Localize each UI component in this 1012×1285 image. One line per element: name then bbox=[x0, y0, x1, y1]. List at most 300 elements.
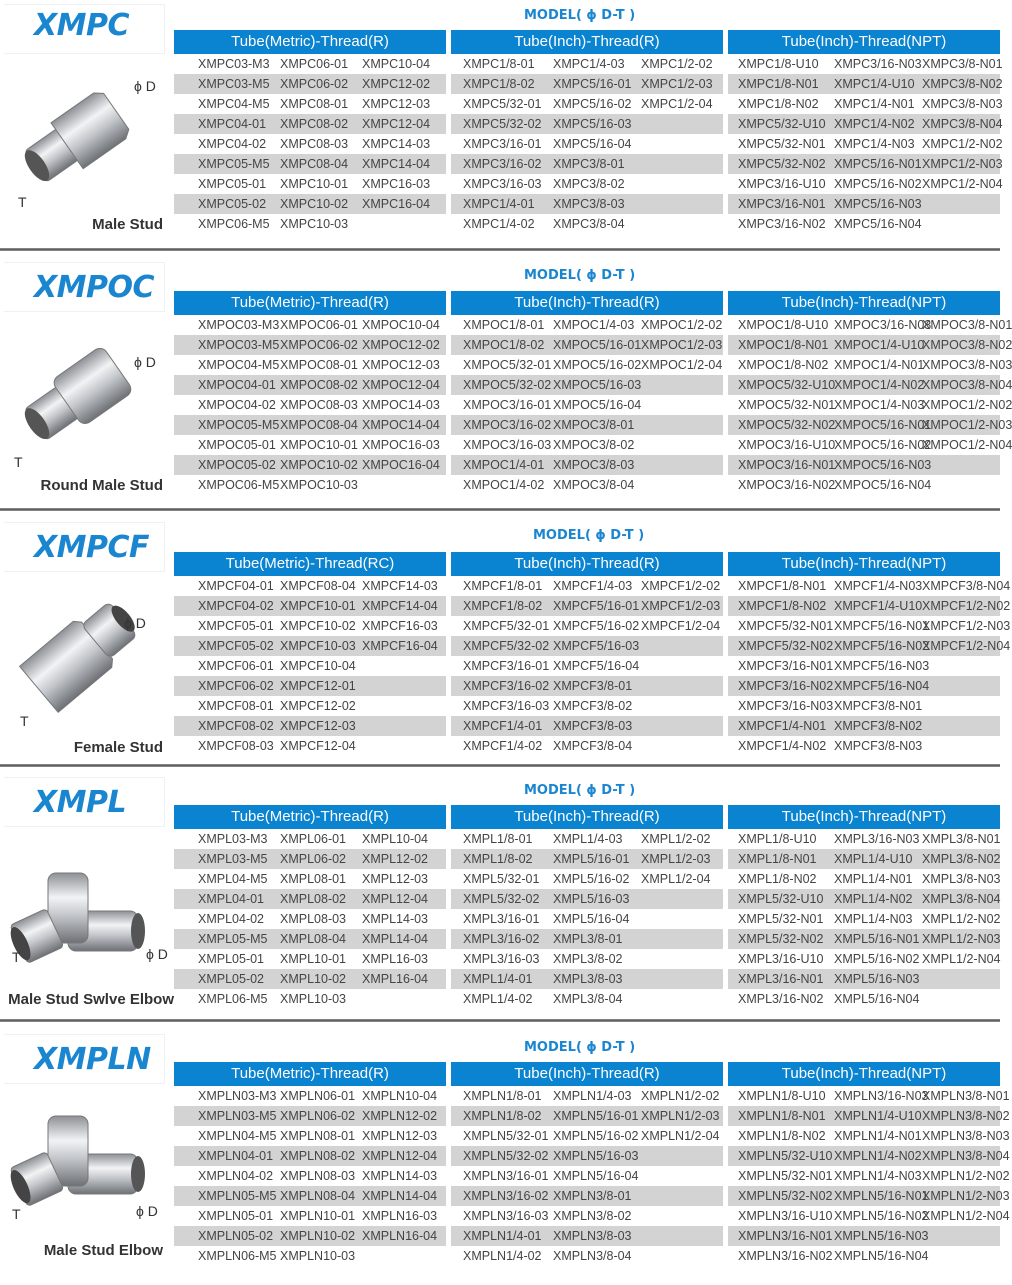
model-number-cell: XMPLN3/8-03 bbox=[553, 1229, 632, 1243]
model-number-cell: XMPL5/32-N02 bbox=[738, 932, 824, 946]
model-number-cell: XMPC04-M5 bbox=[198, 97, 270, 111]
table-row bbox=[451, 1206, 723, 1226]
table-row bbox=[451, 74, 723, 94]
table-row bbox=[451, 134, 723, 154]
table-row bbox=[174, 909, 446, 929]
product-name: Male Stud Swlve Elbow bbox=[8, 991, 174, 1008]
table-row bbox=[451, 415, 723, 435]
model-number-cell: XMPL03-M3 bbox=[198, 832, 268, 846]
model-number-cell: XMPCF1/2-04 bbox=[641, 619, 721, 633]
model-number-cell: XMPL5/32-N01 bbox=[738, 912, 824, 926]
product-section bbox=[0, 0, 1003, 255]
model-label: MODEL( ϕ D-T ) bbox=[524, 268, 636, 283]
model-number-cell: XMPLN06-01 bbox=[280, 1089, 356, 1103]
table-row bbox=[174, 1186, 446, 1206]
model-number-cell: XMPC3/16-03 bbox=[463, 177, 542, 191]
model-number-cell: XMPL12-02 bbox=[362, 852, 429, 866]
table-row bbox=[451, 355, 723, 375]
model-number-cell: XMPCF3/8-N02 bbox=[834, 719, 923, 733]
model-number-cell: XMPCF1/2-03 bbox=[641, 599, 721, 613]
table-header: Tube(Inch)-Thread(NPT) bbox=[728, 30, 1000, 54]
model-number-cell: XMPC14-04 bbox=[362, 157, 431, 171]
model-number-cell: XMPLN3/16-01 bbox=[463, 1169, 549, 1183]
model-number-cell: XMPL05-02 bbox=[198, 972, 265, 986]
table-row bbox=[174, 1166, 446, 1186]
model-number-cell: XMPCF08-03 bbox=[198, 739, 274, 753]
model-number-cell: XMPLN10-04 bbox=[362, 1089, 438, 1103]
model-number-cell: XMPOC03-M3 bbox=[198, 318, 280, 332]
model-number-cell: XMPLN12-03 bbox=[362, 1129, 438, 1143]
model-number-cell: XMPOC5/32-N01 bbox=[738, 398, 836, 412]
model-number-cell: XMPCF3/16-01 bbox=[463, 659, 550, 673]
model-number-cell: XMPOC12-03 bbox=[362, 358, 440, 372]
model-number-cell: XMPCF04-02 bbox=[198, 599, 274, 613]
model-table bbox=[174, 552, 446, 756]
table-row bbox=[451, 154, 723, 174]
table-row bbox=[728, 829, 1000, 849]
model-number-cell: XMPC5/16-03 bbox=[553, 117, 632, 131]
section-divider bbox=[0, 1019, 1000, 1022]
product-image bbox=[6, 584, 156, 714]
table-row bbox=[174, 929, 446, 949]
model-number-cell: XMPOC16-03 bbox=[362, 438, 440, 452]
model-number-cell: XMPC1/2-N04 bbox=[922, 177, 1003, 191]
table-row bbox=[451, 696, 723, 716]
model-number-cell: XMPL1/4-N01 bbox=[834, 872, 913, 886]
table-row bbox=[728, 475, 1000, 495]
model-number-cell: XMPL3/16-U10 bbox=[738, 952, 824, 966]
model-number-cell: XMPOC1/8-N01 bbox=[738, 338, 829, 352]
model-number-cell: XMPCF3/16-N01 bbox=[738, 659, 834, 673]
model-number-cell: XMPC10-02 bbox=[280, 197, 349, 211]
model-number-cell: XMPOC14-04 bbox=[362, 418, 440, 432]
table-row bbox=[451, 636, 723, 656]
table-header: Tube(Metric)-Thread(R) bbox=[174, 1062, 446, 1086]
model-number-cell: XMPOC3/8-02 bbox=[553, 438, 635, 452]
table-header: Tube(Inch)-Thread(NPT) bbox=[728, 1062, 1000, 1086]
model-number-cell: XMPOC3/8-N02 bbox=[922, 338, 1012, 352]
model-number-cell: XMPCF1/4-02 bbox=[463, 739, 543, 753]
model-number-cell: XMPLN1/2-04 bbox=[641, 1129, 720, 1143]
model-number-cell: XMPOC5/16-N02 bbox=[834, 438, 932, 452]
table-row bbox=[451, 1106, 723, 1126]
series-title: XMPC bbox=[34, 8, 129, 43]
table-row bbox=[451, 616, 723, 636]
product-section bbox=[0, 258, 1012, 513]
model-number-cell: XMPOC5/16-03 bbox=[553, 378, 642, 392]
model-number-cell: XMPLN5/16-N01 bbox=[834, 1189, 929, 1203]
model-number-cell: XMPL3/8-04 bbox=[553, 992, 623, 1006]
model-number-cell: XMPLN1/4-N02 bbox=[834, 1149, 922, 1163]
series-title: XMPCF bbox=[34, 530, 149, 565]
model-number-cell: XMPL10-01 bbox=[280, 952, 347, 966]
model-number-cell: XMPCF1/8-01 bbox=[463, 579, 543, 593]
table-row bbox=[728, 335, 1012, 355]
model-table bbox=[451, 805, 723, 1009]
model-number-cell: XMPL1/2-N03 bbox=[922, 932, 1001, 946]
model-number-cell: XMPC06-02 bbox=[280, 77, 349, 91]
dimension-d-label: ϕ D bbox=[134, 78, 156, 94]
model-number-cell: XMPLN03-M3 bbox=[198, 1089, 277, 1103]
table-row bbox=[728, 134, 1003, 154]
model-number-cell: XMPC3/16-N01 bbox=[738, 197, 826, 211]
model-number-cell: XMPLN04-M5 bbox=[198, 1129, 277, 1143]
table-row bbox=[174, 455, 446, 475]
model-number-cell: XMPOC5/32-01 bbox=[463, 358, 552, 372]
model-number-cell: XMPLN06-M5 bbox=[198, 1249, 277, 1263]
model-table bbox=[174, 291, 446, 495]
model-number-cell: XMPL5/16-N02 bbox=[834, 952, 920, 966]
model-number-cell: XMPLN1/2-03 bbox=[641, 1109, 720, 1123]
model-number-cell: XMPL1/8-U10 bbox=[738, 832, 817, 846]
table-row bbox=[174, 829, 446, 849]
model-number-cell: XMPOC1/2-04 bbox=[641, 358, 723, 372]
model-number-cell: XMPLN5/32-U10 bbox=[738, 1149, 833, 1163]
model-number-cell: XMPL1/4-02 bbox=[463, 992, 533, 1006]
model-table bbox=[174, 1062, 446, 1266]
table-row bbox=[451, 1246, 723, 1266]
table-row bbox=[174, 716, 446, 736]
round-male-stud-fitting bbox=[6, 324, 156, 454]
model-number-cell: XMPC5/32-U10 bbox=[738, 117, 826, 131]
model-number-cell: XMPLN3/8-N03 bbox=[922, 1129, 1010, 1143]
model-number-cell: XMPOC04-M5 bbox=[198, 358, 280, 372]
model-number-cell: XMPLN1/8-01 bbox=[463, 1089, 542, 1103]
model-table bbox=[451, 30, 723, 234]
product-section bbox=[0, 773, 1000, 1028]
table-row bbox=[174, 415, 446, 435]
model-number-cell: XMPL5/16-N04 bbox=[834, 992, 920, 1006]
model-number-cell: XMPOC10-04 bbox=[362, 318, 440, 332]
model-number-cell: XMPCF5/16-04 bbox=[553, 659, 640, 673]
table-row bbox=[451, 1086, 723, 1106]
table-row bbox=[174, 1226, 446, 1246]
model-number-cell: XMPLN3/8-N02 bbox=[922, 1109, 1010, 1123]
model-number-cell: XMPC3/8-N02 bbox=[922, 77, 1003, 91]
model-number-cell: XMPL1/2-02 bbox=[641, 832, 711, 846]
table-row bbox=[451, 989, 723, 1009]
model-number-cell: XMPLN1/2-N04 bbox=[922, 1209, 1010, 1223]
model-number-cell: XMPLN05-01 bbox=[198, 1209, 274, 1223]
model-number-cell: XMPCF5/16-N03 bbox=[834, 659, 930, 673]
model-number-cell: XMPC1/8-N02 bbox=[738, 97, 819, 111]
table-header: Tube(Inch)-Thread(R) bbox=[451, 30, 723, 54]
model-number-cell: XMPLN3/8-02 bbox=[553, 1209, 632, 1223]
table-header: Tube(Inch)-Thread(R) bbox=[451, 552, 723, 576]
table-row bbox=[728, 435, 1012, 455]
model-number-cell: XMPOC5/16-N04 bbox=[834, 478, 932, 492]
table-row bbox=[174, 889, 446, 909]
table-row bbox=[728, 989, 1000, 1009]
table-row bbox=[728, 1126, 1010, 1146]
dimension-d-label: ϕ D bbox=[124, 615, 146, 631]
model-number-cell: XMPL05-M5 bbox=[198, 932, 268, 946]
model-number-cell: XMPCF3/8-N01 bbox=[834, 699, 923, 713]
model-number-cell: XMPL04-02 bbox=[198, 912, 265, 926]
model-label: MODEL( ϕ D-T ) bbox=[524, 8, 636, 23]
table-row bbox=[728, 1186, 1010, 1206]
table-row bbox=[174, 435, 446, 455]
table-row bbox=[174, 576, 446, 596]
table-header: Tube(Inch)-Thread(NPT) bbox=[728, 805, 1000, 829]
model-number-cell: XMPOC1/4-03 bbox=[553, 318, 635, 332]
model-number-cell: XMPL3/16-N02 bbox=[738, 992, 824, 1006]
model-number-cell: XMPCF10-03 bbox=[280, 639, 356, 653]
model-number-cell: XMPOC14-03 bbox=[362, 398, 440, 412]
model-number-cell: XMPL08-04 bbox=[280, 932, 347, 946]
model-number-cell: XMPC5/16-01 bbox=[553, 77, 632, 91]
model-number-cell: XMPOC1/8-02 bbox=[463, 338, 545, 352]
model-number-cell: XMPC1/8-N01 bbox=[738, 77, 819, 91]
table-row bbox=[174, 596, 446, 616]
model-number-cell: XMPOC5/16-02 bbox=[553, 358, 642, 372]
model-number-cell: XMPCF16-04 bbox=[362, 639, 438, 653]
model-number-cell: XMPOC5/32-02 bbox=[463, 378, 552, 392]
table-row bbox=[451, 475, 723, 495]
model-number-cell: XMPC06-01 bbox=[280, 57, 349, 71]
model-number-cell: XMPCF12-03 bbox=[280, 719, 356, 733]
model-number-cell: XMPCF3/8-N03 bbox=[834, 739, 923, 753]
model-number-cell: XMPC3/8-N03 bbox=[922, 97, 1003, 111]
model-number-cell: XMPOC08-03 bbox=[280, 398, 358, 412]
model-number-cell: XMPCF1/4-U10 bbox=[834, 599, 923, 613]
model-number-cell: XMPL3/8-N02 bbox=[922, 852, 1001, 866]
product-section bbox=[0, 518, 1011, 773]
table-row bbox=[728, 869, 1000, 889]
model-number-cell: XMPOC5/32-N02 bbox=[738, 418, 836, 432]
model-number-cell: XMPC1/4-N03 bbox=[834, 137, 915, 151]
table-header: Tube(Inch)-Thread(R) bbox=[451, 291, 723, 315]
table-row bbox=[451, 94, 723, 114]
series-title: XMPOC bbox=[34, 270, 154, 305]
model-number-cell: XMPOC3/8-N03 bbox=[922, 358, 1012, 372]
model-number-cell: XMPOC08-02 bbox=[280, 378, 358, 392]
model-number-cell: XMPC5/16-N03 bbox=[834, 197, 922, 211]
table-row bbox=[174, 696, 446, 716]
model-number-cell: XMPL5/16-02 bbox=[553, 872, 630, 886]
model-number-cell: XMPOC1/8-U10 bbox=[738, 318, 829, 332]
table-row bbox=[174, 736, 446, 756]
table-row bbox=[174, 869, 446, 889]
model-number-cell: XMPC08-03 bbox=[280, 137, 349, 151]
model-number-cell: XMPC5/16-N04 bbox=[834, 217, 922, 231]
table-row bbox=[728, 696, 1000, 716]
table-header: Tube(Metric)-Thread(R) bbox=[174, 805, 446, 829]
table-row bbox=[728, 194, 1000, 214]
product-section bbox=[0, 1030, 1010, 1285]
model-number-cell: XMPLN1/4-U10 bbox=[834, 1109, 922, 1123]
product-name: Male Stud bbox=[92, 216, 163, 233]
model-number-cell: XMPOC10-03 bbox=[280, 478, 358, 492]
table-header: Tube(Metric)-Thread(R) bbox=[174, 291, 446, 315]
table-row bbox=[174, 214, 446, 234]
model-number-cell: XMPLN5/32-02 bbox=[463, 1149, 549, 1163]
model-number-cell: XMPOC06-M5 bbox=[198, 478, 280, 492]
model-number-cell: XMPCF5/16-N01 bbox=[834, 619, 930, 633]
table-row bbox=[451, 929, 723, 949]
model-number-cell: XMPCF10-04 bbox=[280, 659, 356, 673]
table-row bbox=[728, 94, 1003, 114]
table-row bbox=[728, 929, 1000, 949]
model-number-cell: XMPCF12-02 bbox=[280, 699, 356, 713]
model-number-cell: XMPCF1/2-N03 bbox=[922, 619, 1011, 633]
model-number-cell: XMPC12-03 bbox=[362, 97, 431, 111]
table-row bbox=[451, 335, 723, 355]
dimension-t-label: T bbox=[12, 1206, 21, 1222]
dimension-d-label: ϕ D bbox=[134, 354, 156, 370]
table-row bbox=[174, 54, 446, 74]
series-title: XMPLN bbox=[34, 1042, 151, 1077]
model-number-cell: XMPCF5/32-N01 bbox=[738, 619, 834, 633]
model-number-cell: XMPOC10-01 bbox=[280, 438, 358, 452]
model-number-cell: XMPC08-02 bbox=[280, 117, 349, 131]
model-number-cell: XMPOC1/2-N03 bbox=[922, 418, 1012, 432]
table-row bbox=[728, 1146, 1010, 1166]
model-number-cell: XMPCF3/16-03 bbox=[463, 699, 550, 713]
model-number-cell: XMPCF5/16-N02 bbox=[834, 639, 930, 653]
model-number-cell: XMPLN16-04 bbox=[362, 1229, 438, 1243]
table-row bbox=[174, 616, 446, 636]
model-number-cell: XMPLN08-02 bbox=[280, 1149, 356, 1163]
model-number-cell: XMPL5/16-03 bbox=[553, 892, 630, 906]
table-row bbox=[728, 909, 1000, 929]
table-row bbox=[728, 455, 1000, 475]
table-row bbox=[728, 154, 1003, 174]
model-number-cell: XMPLN10-02 bbox=[280, 1229, 356, 1243]
model-number-cell: XMPL3/16-N01 bbox=[738, 972, 824, 986]
model-number-cell: XMPL3/8-N04 bbox=[922, 892, 1001, 906]
table-row bbox=[451, 194, 723, 214]
model-number-cell: XMPLN1/8-N01 bbox=[738, 1109, 826, 1123]
table-row bbox=[451, 1126, 723, 1146]
model-number-cell: XMPOC12-04 bbox=[362, 378, 440, 392]
table-row bbox=[174, 676, 446, 696]
dimension-t-label: T bbox=[18, 194, 27, 210]
model-number-cell: XMPCF12-01 bbox=[280, 679, 356, 693]
model-number-cell: XMPCF1/4-N03 bbox=[834, 579, 923, 593]
model-number-cell: XMPL5/32-U10 bbox=[738, 892, 824, 906]
model-number-cell: XMPC14-03 bbox=[362, 137, 431, 151]
model-number-cell: XMPCF1/2-N02 bbox=[922, 599, 1011, 613]
model-number-cell: XMPL14-04 bbox=[362, 932, 429, 946]
table-row bbox=[451, 455, 723, 475]
table-row bbox=[174, 849, 446, 869]
model-number-cell: XMPLN1/8-U10 bbox=[738, 1089, 826, 1103]
model-number-cell: XMPL1/2-N04 bbox=[922, 952, 1001, 966]
model-number-cell: XMPL1/2-N02 bbox=[922, 912, 1001, 926]
table-row bbox=[728, 576, 1011, 596]
table-row bbox=[174, 134, 446, 154]
model-number-cell: XMPC3/16-N03 bbox=[834, 57, 922, 71]
model-number-cell: XMPOC5/16-04 bbox=[553, 398, 642, 412]
model-number-cell: XMPC1/4-03 bbox=[553, 57, 625, 71]
model-number-cell: XMPLN12-04 bbox=[362, 1149, 438, 1163]
table-row bbox=[451, 114, 723, 134]
model-number-cell: XMPOC3/16-N01 bbox=[738, 458, 836, 472]
model-number-cell: XMPC5/32-01 bbox=[463, 97, 542, 111]
model-number-cell: XMPL3/8-02 bbox=[553, 952, 623, 966]
table-row bbox=[728, 596, 1011, 616]
product-name: Female Stud bbox=[73, 739, 163, 756]
model-number-cell: XMPL5/16-04 bbox=[553, 912, 630, 926]
table-header: Tube(Inch)-Thread(NPT) bbox=[728, 291, 1000, 315]
model-number-cell: XMPLN03-M5 bbox=[198, 1109, 277, 1123]
model-table bbox=[728, 1062, 1010, 1266]
model-number-cell: XMPC05-01 bbox=[198, 177, 267, 191]
model-number-cell: XMPC5/32-N02 bbox=[738, 157, 826, 171]
model-number-cell: XMPC3/8-N04 bbox=[922, 117, 1003, 131]
model-number-cell: XMPL5/32-01 bbox=[463, 872, 540, 886]
model-number-cell: XMPL3/8-N01 bbox=[922, 832, 1001, 846]
model-number-cell: XMPL04-01 bbox=[198, 892, 265, 906]
model-number-cell: XMPC3/8-04 bbox=[553, 217, 625, 231]
table-row bbox=[451, 716, 723, 736]
table-row bbox=[728, 395, 1012, 415]
model-number-cell: XMPOC3/16-N03 bbox=[834, 318, 932, 332]
table-row bbox=[728, 1166, 1010, 1186]
model-number-cell: XMPC10-04 bbox=[362, 57, 431, 71]
table-row bbox=[728, 174, 1003, 194]
table-row bbox=[451, 174, 723, 194]
model-number-cell: XMPCF1/2-N04 bbox=[922, 639, 1011, 653]
model-number-cell: XMPCF1/4-N02 bbox=[738, 739, 827, 753]
section-divider bbox=[0, 764, 1000, 767]
table-row bbox=[174, 355, 446, 375]
model-number-cell: XMPCF3/8-03 bbox=[553, 719, 633, 733]
model-number-cell: XMPLN5/32-N01 bbox=[738, 1169, 833, 1183]
model-number-cell: XMPOC04-02 bbox=[198, 398, 276, 412]
model-number-cell: XMPC04-01 bbox=[198, 117, 267, 131]
model-number-cell: XMPLN08-01 bbox=[280, 1129, 356, 1143]
model-number-cell: XMPOC06-02 bbox=[280, 338, 358, 352]
table-row bbox=[174, 335, 446, 355]
model-number-cell: XMPL1/2-04 bbox=[641, 872, 711, 886]
model-number-cell: XMPOC05-M5 bbox=[198, 418, 280, 432]
model-number-cell: XMPC1/4-02 bbox=[463, 217, 535, 231]
model-number-cell: XMPL1/4-N03 bbox=[834, 912, 913, 926]
model-number-cell: XMPCF05-01 bbox=[198, 619, 274, 633]
table-row bbox=[451, 1146, 723, 1166]
model-number-cell: XMPLN1/4-01 bbox=[463, 1229, 542, 1243]
model-number-cell: XMPL3/16-N03 bbox=[834, 832, 920, 846]
table-row bbox=[451, 889, 723, 909]
model-number-cell: XMPOC08-01 bbox=[280, 358, 358, 372]
model-number-cell: XMPCF1/8-N02 bbox=[738, 599, 827, 613]
model-label: MODEL( ϕ D-T ) bbox=[524, 783, 636, 798]
model-number-cell: XMPCF1/4-03 bbox=[553, 579, 633, 593]
model-number-cell: XMPL10-04 bbox=[362, 832, 429, 846]
model-number-cell: XMPCF1/4-01 bbox=[463, 719, 543, 733]
model-number-cell: XMPOC1/8-01 bbox=[463, 318, 545, 332]
table-row bbox=[451, 1226, 723, 1246]
table-row bbox=[174, 154, 446, 174]
model-number-cell: XMPLN06-02 bbox=[280, 1109, 356, 1123]
model-number-cell: XMPL3/8-N03 bbox=[922, 872, 1001, 886]
model-number-cell: XMPOC3/8-N01 bbox=[922, 318, 1012, 332]
model-number-cell: XMPC04-02 bbox=[198, 137, 267, 151]
model-number-cell: XMPL12-03 bbox=[362, 872, 429, 886]
model-number-cell: XMPLN05-M5 bbox=[198, 1189, 277, 1203]
model-number-cell: XMPLN04-01 bbox=[198, 1149, 274, 1163]
model-number-cell: XMPOC1/4-02 bbox=[463, 478, 545, 492]
model-table bbox=[174, 805, 446, 1009]
model-table bbox=[174, 30, 446, 234]
model-number-cell: XMPC3/8-N01 bbox=[922, 57, 1003, 71]
table-row bbox=[728, 656, 1000, 676]
male-stud-elbow-fitting bbox=[6, 1096, 156, 1226]
table-row bbox=[451, 969, 723, 989]
model-number-cell: XMPL16-04 bbox=[362, 972, 429, 986]
